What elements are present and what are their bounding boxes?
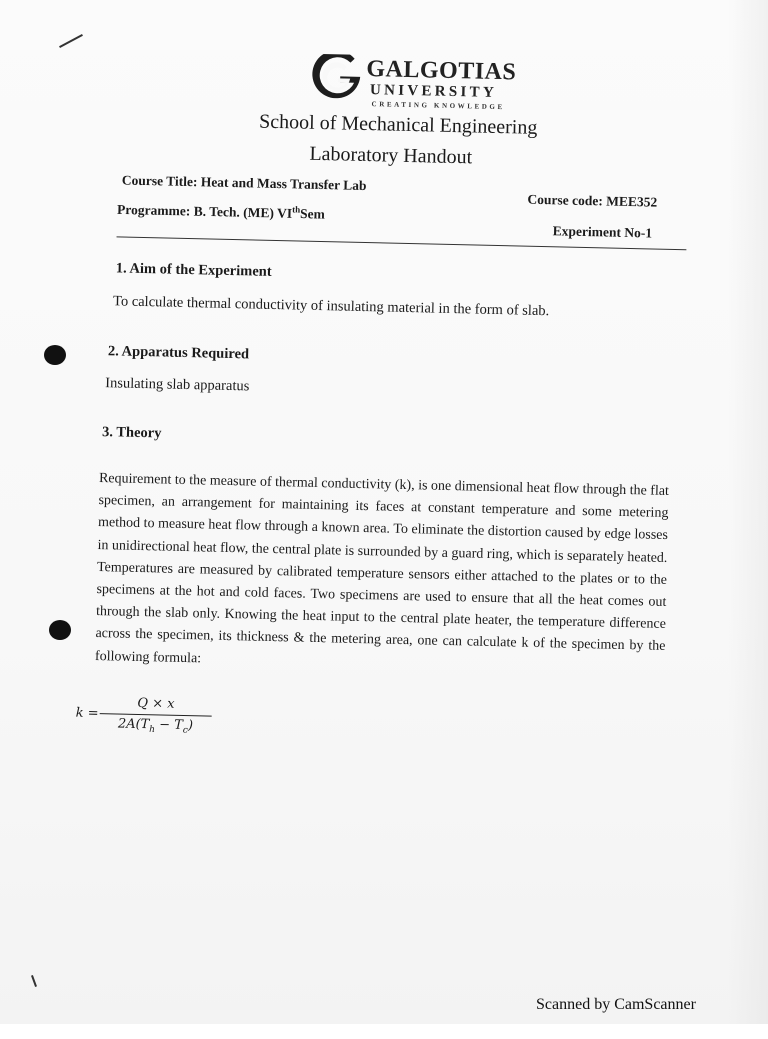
experiment-number: Experiment No-1 [552,223,653,241]
logo-name: GALGOTIAS [366,55,517,86]
galgotias-g-icon [310,54,363,99]
formula-fraction [99,694,212,736]
aim-text: To calculate thermal conductivity of insulating material in the form of slab. [112,293,550,320]
den-sub-c: c [182,725,188,736]
programme-text: Programme: B. Tech. (ME) VI [116,201,293,221]
scanner-watermark: Scanned by CamScanner [536,996,696,1013]
document-type: Laboratory Handout [309,142,473,169]
aim-heading: 1. Aim of the Experiment [115,260,272,280]
formula-lhs: k = [75,705,99,722]
programme [117,200,325,222]
theory-paragraph: Requirement to the measure of thermal conductivity (k), is one dimensional heat flow through the flat specimen, an arrangement for maintaining its faces at constant temperature and some metering method to measure heat flow through a known area. To eliminate the distortion caused by edge losses in unidirectional heat flow, the central plate is surrounded by a guard ring, which is separately heated. Temperatures are measured by calibrated temperature sensors either attached to the plates or to the specimens at the hot and cold faces. Two specimens are used to ensure that all the heat comes out through the slab only. Knowing the heat input to the central plate heater, the temperature difference across the specimen, its thickness & the metering area, one can calculate k of the specimen by the following formula: [94,471,670,667]
formula-numerator: Q × x [137,695,175,712]
course-title: Course Title: Heat and Mass Transfer Lab [121,172,367,194]
den-prefix: 2A(T [117,716,150,733]
programme-ordinal: th [292,204,301,215]
den-mid: − T [154,717,184,733]
course-code: Course code: MEE352 [527,191,658,210]
programme-sem: Sem [299,206,326,222]
logo-subtitle: UNIVERSITY [369,82,498,101]
school-title: School of Mechanical Engineering [258,110,538,139]
formula-denominator [99,715,211,736]
logo-tagline: CREATING KNOWLEDGE [371,100,505,112]
university-logo [309,52,520,119]
den-sub-h: h [149,724,156,735]
apparatus-text: Insulating slab apparatus [105,375,250,395]
theory-heading: 3. Theory [101,424,162,442]
den-suffix: ) [187,718,194,734]
apparatus-heading: 2. Apparatus Required [107,343,250,363]
